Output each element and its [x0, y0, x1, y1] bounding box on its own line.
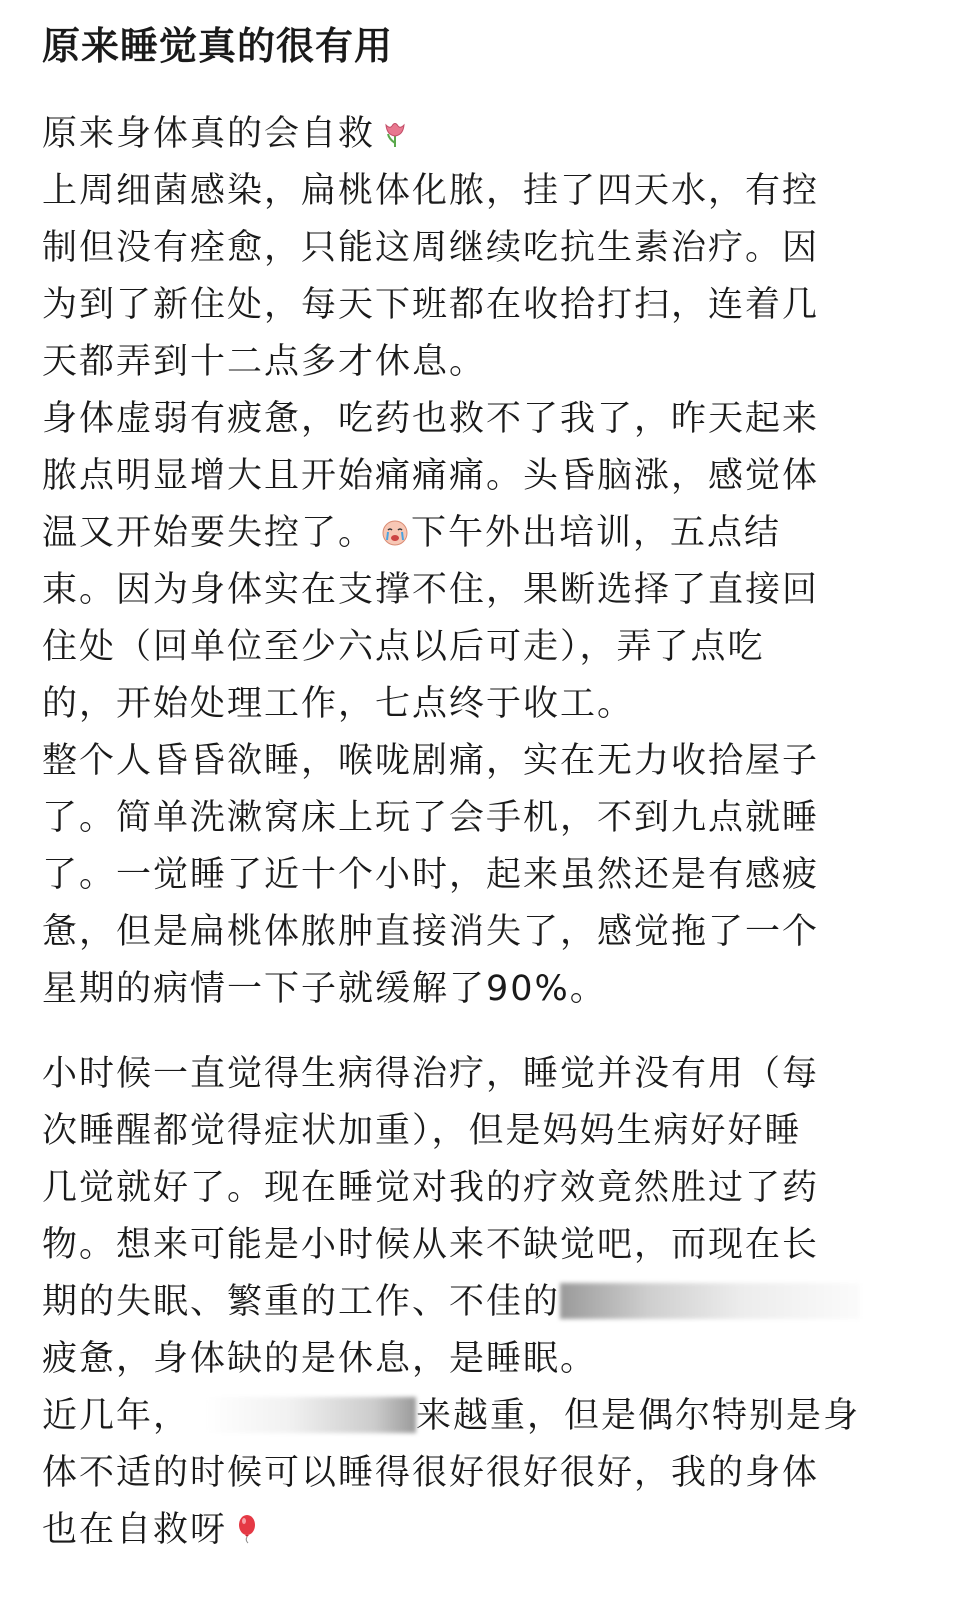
body-line: 的，开始处理工作，七点终于收工。: [42, 684, 635, 724]
body-line: 住处（回单位至少六点以后可走），弄了点吃: [42, 627, 765, 667]
balloon-emoji-icon: [231, 1506, 263, 1538]
body-line: 为到了新住处，每天下班都在收拾打扫，连着几: [42, 285, 820, 325]
body-line: 小时候一直觉得生病得治疗，睡觉并没有用（每: [42, 1054, 820, 1094]
body-line: 星期的病情一下子就缓解了90%。: [42, 969, 607, 1009]
blurred-text-overlay: [560, 1283, 860, 1319]
body-line: 几觉就好了。现在睡觉对我的疗效竟然胜过了药: [42, 1168, 820, 1208]
body-line-text: 也在自救呀: [42, 1510, 228, 1550]
body-line: 脓点明显增大且开始痛痛痛。头昏脑涨，感觉体: [42, 456, 820, 496]
body-line: 物。想来可能是小时候从来不缺觉吧，而现在长: [42, 1225, 820, 1265]
body-line: 身体虚弱有疲惫，吃药也救不了我了，昨天起来: [42, 399, 820, 439]
body-line: [42, 1502, 882, 1559]
body-line: [42, 1388, 882, 1445]
body-line: 体不适的时候可以睡得很好很好很好，我的身体: [42, 1453, 820, 1493]
post-container: [42, 0, 882, 1559]
body-line: 制但没有痊愈，只能这周继续吃抗生素治疗。因: [42, 228, 820, 268]
body-line-text: 期的失眠、繁重的工作、不佳的: [42, 1282, 561, 1322]
body-line: 疲惫，身体缺的是休息，是睡眠。: [42, 1339, 598, 1379]
paragraph-gap: [42, 1018, 882, 1046]
post-title: 原来睡觉真的很有用: [42, 24, 394, 68]
body-line-text: 下午外出培训，五点结: [411, 513, 782, 553]
crying-face-emoji-icon: [379, 509, 411, 541]
body-line: 天都弄到十二点多才休息。: [42, 342, 487, 382]
body-line-text: 原来身体真的会自救: [42, 114, 376, 154]
body-line: [42, 505, 882, 562]
blurred-text-overlay: [206, 1397, 416, 1433]
body-line-text: 温又开始要失控了。: [42, 513, 376, 553]
body-line: [42, 1274, 882, 1331]
post-body: [42, 106, 882, 1559]
body-line-text: 近几年，: [42, 1396, 191, 1436]
body-line: 惫，但是扁桃体脓肿直接消失了，感觉拖了一个: [42, 912, 820, 952]
body-line: 整个人昏昏欲睡，喉咙剧痛，实在无力收拾屋子: [42, 741, 820, 781]
body-line: [42, 106, 882, 163]
body-line: 束。因为身体实在支撑不住，果断选择了直接回: [42, 570, 820, 610]
body-line: 上周细菌感染，扁桃体化脓，挂了四天水，有控: [42, 171, 820, 211]
body-line: 次睡醒都觉得症状加重），但是妈妈生病好好睡: [42, 1111, 802, 1151]
body-line: 了。一觉睡了近十个小时，起来虽然还是有感疲: [42, 855, 820, 895]
body-line: 了。简单洗漱窝床上玩了会手机，不到九点就睡: [42, 798, 820, 838]
body-line-text: 来越重，但是偶尔特别是身: [416, 1396, 861, 1436]
tulip-emoji-icon: [379, 110, 411, 142]
